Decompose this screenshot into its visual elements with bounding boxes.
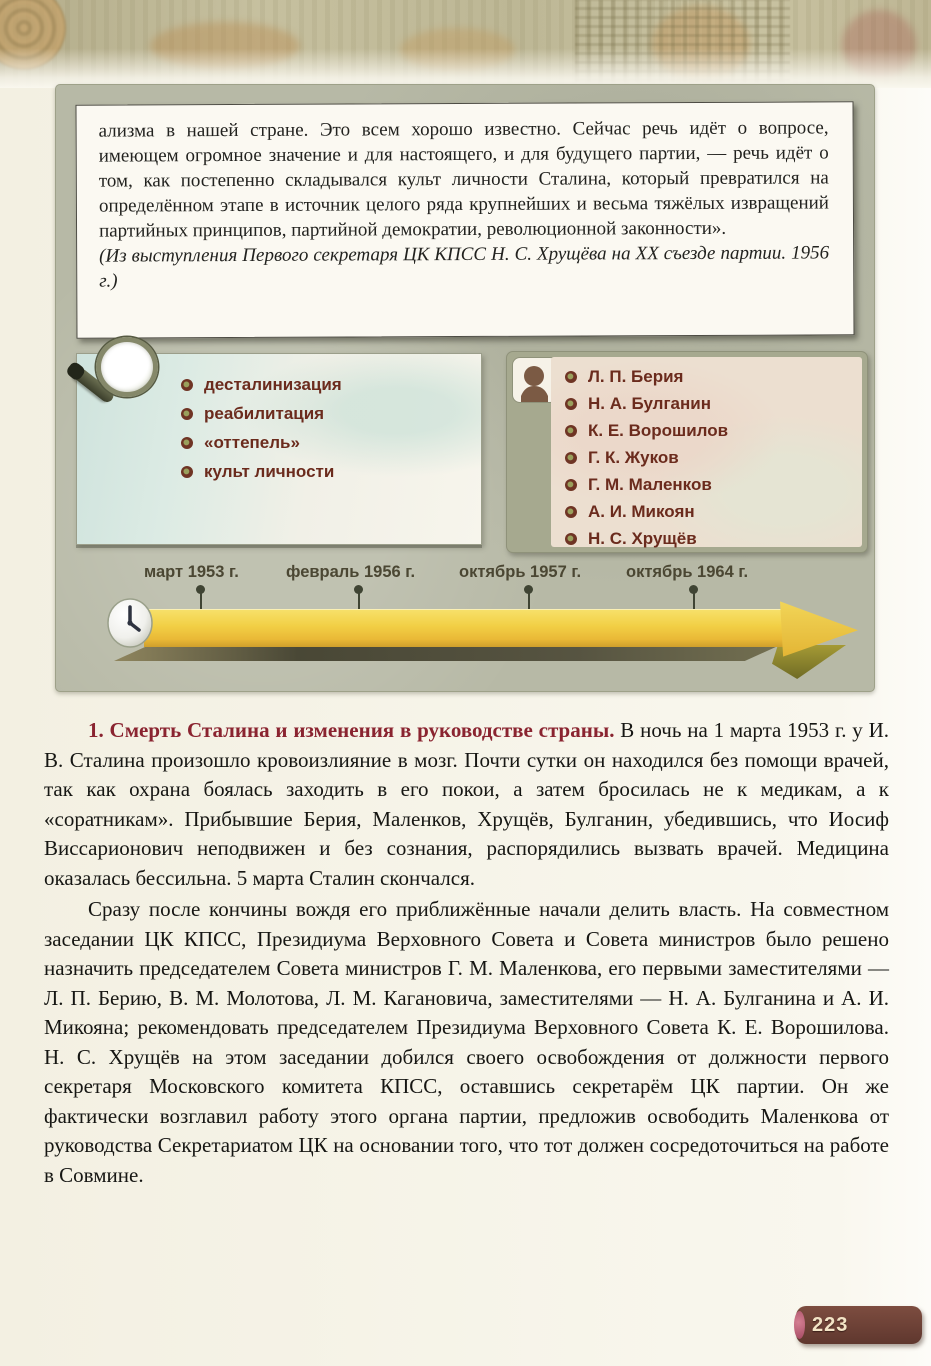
paragraph-1 bbox=[44, 716, 889, 893]
paragraph-1-text: В ночь на 1 марта 1953 г. у И. В. Сталина произошло кровоизлияние в мозг. Почти сутки он находился без помощи врачей, так как охрана боялась заходить в его покои, а затем бросилась не к медикам, а к «соратникам». Прибывшие Берия, Маленков, Хрущёв, Булганин, убедившись, что Иосиф Виссарионович неподвижен и без сознания, распорядились вызвать врачей. Медицина оказалась бессильна. 5 марта Сталин скончался. bbox=[44, 718, 889, 890]
bullet-icon bbox=[565, 506, 577, 518]
person-name: Л. П. Берия bbox=[588, 367, 684, 386]
bullet-icon bbox=[565, 425, 577, 437]
swirl-ornament-icon bbox=[0, 0, 66, 70]
person-item bbox=[565, 498, 862, 525]
key-term-item bbox=[181, 457, 481, 486]
bullet-icon bbox=[181, 466, 193, 478]
timeline-arrow-shadow bbox=[114, 646, 778, 661]
timeline-pin-icon bbox=[354, 585, 363, 611]
bullet-icon bbox=[181, 379, 193, 391]
person-item bbox=[565, 525, 862, 552]
timeline-date-label: октябрь 1964 г. bbox=[626, 563, 749, 581]
person-item bbox=[565, 417, 862, 444]
key-term-item bbox=[181, 428, 481, 457]
main-text bbox=[44, 716, 889, 1190]
timeline-date-label: февраль 1956 г. bbox=[286, 563, 416, 581]
bullet-icon bbox=[181, 437, 193, 449]
person-item bbox=[565, 444, 862, 471]
buildings-collage-icon bbox=[575, 0, 790, 82]
timeline-pin-icon bbox=[196, 585, 205, 611]
persons-card bbox=[506, 351, 868, 553]
section-heading: 1. Смерть Сталина и изменения в руководстве страны. bbox=[88, 718, 615, 742]
bullet-icon bbox=[565, 371, 577, 383]
quote-text: ализма в нашей стране. Это всем хорошо известно. Сейчас речь идёт о вопросе, имеющем огромное значение и для настоящего, и для будущего партии, — речь идёт о том, как постепенно складывался культ личности Сталина, который превратился на определённом этапе в источник целого ряда крупнейших и весьма тяжёлых извращений партийных принципов, партийной демократии, революционной законности». bbox=[98, 117, 829, 242]
key-terms-card bbox=[76, 353, 482, 545]
person-name: Н. С. Хрущёв bbox=[588, 529, 697, 548]
timeline-date-label: март 1953 г. bbox=[144, 563, 239, 581]
page-number-badge bbox=[796, 1306, 922, 1344]
badge-accent-icon bbox=[794, 1311, 805, 1339]
persons-list-area bbox=[551, 357, 862, 547]
clock-icon bbox=[106, 597, 154, 649]
summary-panel bbox=[55, 84, 875, 692]
key-term-label: «оттепель» bbox=[204, 433, 300, 452]
timeline-date-label: октябрь 1957 г. bbox=[459, 563, 582, 581]
key-term-label: культ личности bbox=[204, 462, 335, 481]
person-item bbox=[565, 363, 862, 390]
key-term-label: реабилитация bbox=[204, 404, 325, 423]
horse-collage-icon bbox=[400, 28, 515, 72]
person-item bbox=[565, 471, 862, 498]
person-name: А. И. Микоян bbox=[588, 502, 695, 521]
timeline-arrow bbox=[144, 609, 794, 647]
figures-collage-icon bbox=[150, 22, 300, 70]
paragraph-2: Сразу после кончины вождя его приближённые начали делить власть. На совместном заседании ЦК КПСС, Президиума Верховного Совета и Совета министров было решено назначить председателем Совета министров Г. М. Маленкова, его первыми заместителями — Л. П. Берию, В. М. Молотова, Л. М. Кагановича, заместителями — Н. А. Булганина и А. И. Микояна; рекомендовать председателем Президиума Верховного Совета К. Е. Ворошилова. Н. С. Хрущёв на этом заседании добился своего освобождения от должности первого секретаря Московского комитета КПСС, оставшись секретарём ЦК партии. Он же фактически возглавил работу этого органа партии, предложив освободить Маленкова от руководства Секретариатом ЦК на основании того, что тот должен сосредоточиться на работе в Совмине. bbox=[44, 897, 889, 1187]
person-name: Г. К. Жуков bbox=[588, 448, 679, 467]
red-figures-collage-icon bbox=[842, 10, 916, 80]
key-terms-list bbox=[77, 354, 481, 486]
person-name: Н. А. Булганин bbox=[588, 394, 711, 413]
decorative-band bbox=[0, 0, 931, 88]
page-number: 223 bbox=[812, 1313, 849, 1336]
portrait-collage-icon bbox=[652, 6, 750, 82]
quote-card bbox=[75, 101, 854, 338]
timeline-pin-icon bbox=[524, 585, 533, 611]
key-term-item bbox=[181, 370, 481, 399]
bullet-icon bbox=[565, 533, 577, 545]
person-item bbox=[565, 390, 862, 417]
bullet-icon bbox=[565, 398, 577, 410]
key-term-item bbox=[181, 399, 481, 428]
bullet-icon bbox=[181, 408, 193, 420]
timeline-pin-icon bbox=[689, 585, 698, 611]
key-term-label: десталинизация bbox=[204, 375, 342, 394]
persons-list bbox=[551, 357, 862, 552]
person-name: Г. М. Маленков bbox=[588, 475, 712, 494]
quote-attribution: (Из выступления Первого секретаря ЦК КПСС Н. С. Хрущёва на XX съезде партии. 1956 г.) bbox=[99, 242, 830, 292]
bullet-icon bbox=[565, 479, 577, 491]
person-name: К. Е. Ворошилов bbox=[588, 421, 729, 440]
bullet-icon bbox=[565, 452, 577, 464]
